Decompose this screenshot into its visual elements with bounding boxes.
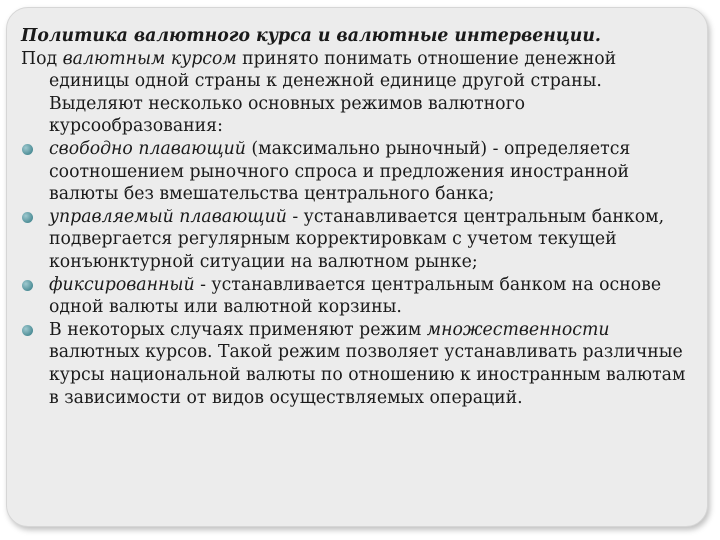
bullet-text-after: - устанавливается центральным банком на основе одной валюты или валютной корзины. xyxy=(49,274,662,318)
bullet-term: свободно плавающий xyxy=(49,138,246,159)
bullet-item-fixed xyxy=(21,274,697,319)
bullet-dot-icon xyxy=(22,280,33,291)
bullet-item-managed-floating xyxy=(21,206,697,274)
bullet-item-multiple-rates xyxy=(21,319,697,409)
bullet-dot-icon xyxy=(22,212,33,223)
bullet-item-free-floating xyxy=(21,138,697,206)
intro-paragraph xyxy=(21,48,697,138)
bullet-text-before: В некоторых случаях применяют режим xyxy=(49,319,427,340)
bullet-dot-icon xyxy=(22,144,33,155)
bullet-text-after: (максимально рыночный) - определяется соотношением рыночного спроса и предложения иностранной валюты без вмешательства центрального банка; xyxy=(49,138,631,205)
bullet-text-after: - устанавливается центральным банком, подвергается регулярным корректировкам с учетом текущей конъюнктурной ситуации на валютном рынке; xyxy=(49,206,665,272)
bullet-term: множественности xyxy=(426,319,610,340)
bullet-term: фиксированный xyxy=(49,274,195,295)
bullet-dot-icon xyxy=(22,325,33,336)
slide-panel xyxy=(6,7,708,527)
bullet-term: управляемый плавающий xyxy=(49,206,287,227)
intro-text-after: принято понимать отношение денежной единицы одной страны к денежной единице другой страны. Выделяют несколько основных режимов валютного курсообразования: xyxy=(49,48,617,137)
bullet-text-after: валютных курсов. Такой режим позволяет устанавливать различные курсы национальной валюты по отношению к иностранным валютам в зависимости от видов осуществляемых операций. xyxy=(49,342,686,408)
intro-term: валютным курсом xyxy=(62,48,237,69)
slide-title: Политика валютного курса и валютные интервенции. xyxy=(21,26,601,46)
slide-content xyxy=(21,25,697,409)
intro-text-before: Под xyxy=(21,48,63,69)
